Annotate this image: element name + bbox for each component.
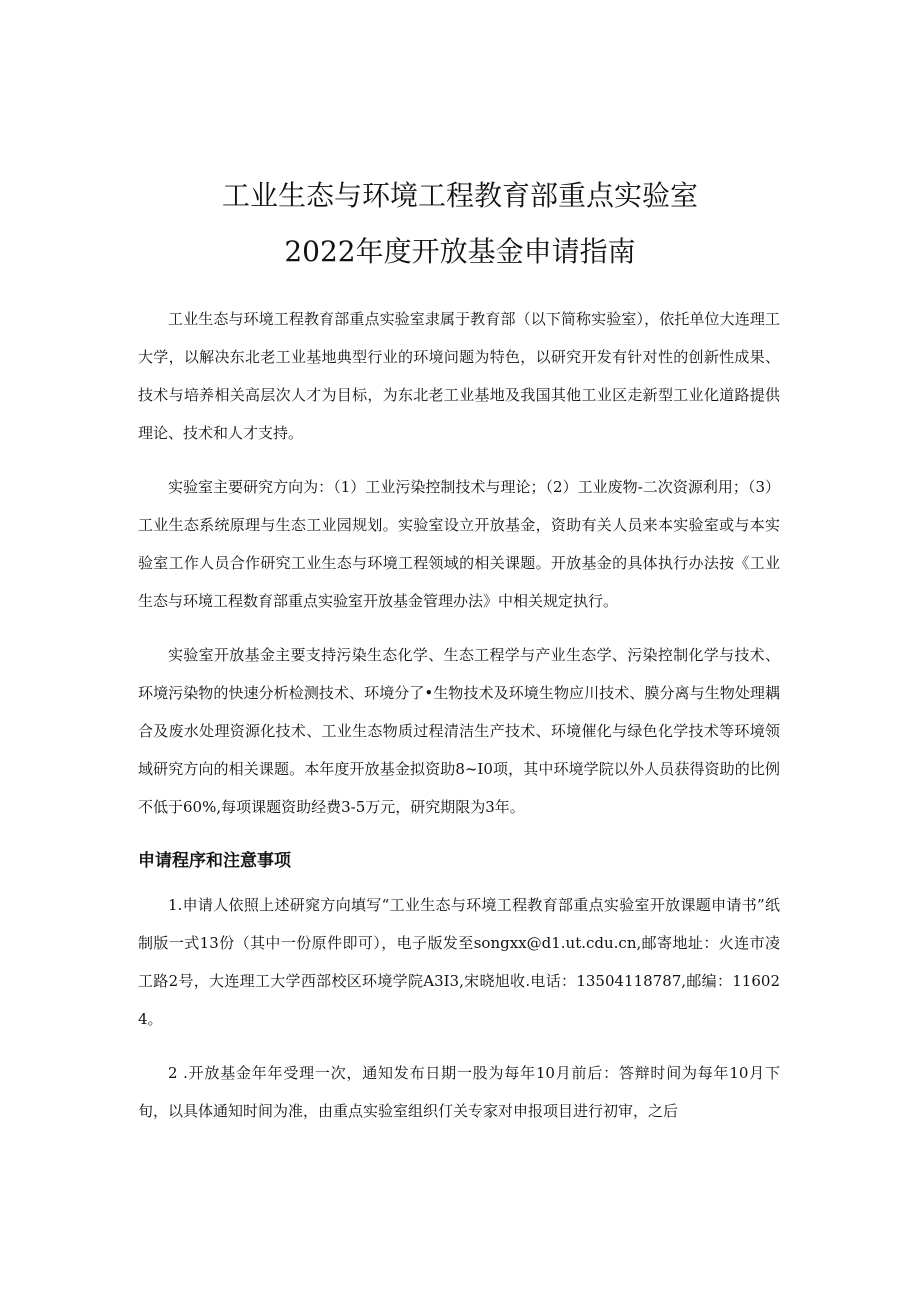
document-body: [138, 300, 780, 1146]
section-heading: 申请程序和注意事项: [138, 851, 291, 871]
intro-paragraph: 工业生态与环境工程教育部重点实验室隶属于教育部（以下简称实验室），依托单位大连理工大学，以解决东北老工业基地典型行业的环境问题为特色，以研究开发有针对性的创新性成果、技术与培养相关高层次人才为目标，为东北老工业基地及我国其他工业区走新型工业化道路提供理论、技术和人才支持。: [138, 310, 780, 442]
research-direction-paragraph: 实验室主要研究方向为：（1）工业污染控制技术与理论；（2）工业废物-二次资源利用；（3）工业生态系统原理与生态工业园规划。实验室设立开放基金，资助有关人员来本实验室或与本实验室工作人员合作研究工业生态与环境工程领域的相关课题。开放基金的具体执行办法按《工业生态与环境工程数育部重点实验室开放基金管理办法》中相关规定执行。: [138, 478, 780, 610]
procedure-item-2: 2 .开放基金年年受理一次，通知发布日期一股为每年10月前后：答辩时间为每年10月下旬，以具体通知时间为准，由重点实验室组织仃关专家对申报项目进行初审，之后: [138, 1064, 780, 1120]
title-line-2: 2022年度开放基金申请指南: [284, 235, 636, 268]
procedure-item-1: 1.申请人依照上述研窕方向填写“工业生态与环境工程教育部重点实验室开放课题申请书”纸制版一式13份（其中一份原件即可），电子版发至songxx@d1.ut.cdu.cn,邮寄地址：火连市凌工路2号，大连理工大学西部校区环境学院A3I3,宋晓旭收.电话：13504118787,邮编：116024。: [138, 896, 780, 1028]
funding-scope-paragraph: 实验室开放基金主要支持污染生态化学、生态工程学与产业生态学、污染控制化学与技术、环境污染物的快速分析检测技术、环境分了•生物技术及环境生物应川技术、膜分离与生物处理耦合及废水处理资源化技术、工业生态物质过程清洁生产技术、环境催化与绿色化学技术等环境领域研究方向的相关课题。本年度开放基金拟资助8~I0项，其中环境学院以外人员获得资助的比例不低于60%,每项课题资助经费3-5万元，研究期限为3年。: [138, 646, 780, 816]
document-title: [0, 168, 920, 280]
title-line-1: 工业生态与环境工程教育部重点实验室: [221, 179, 698, 212]
